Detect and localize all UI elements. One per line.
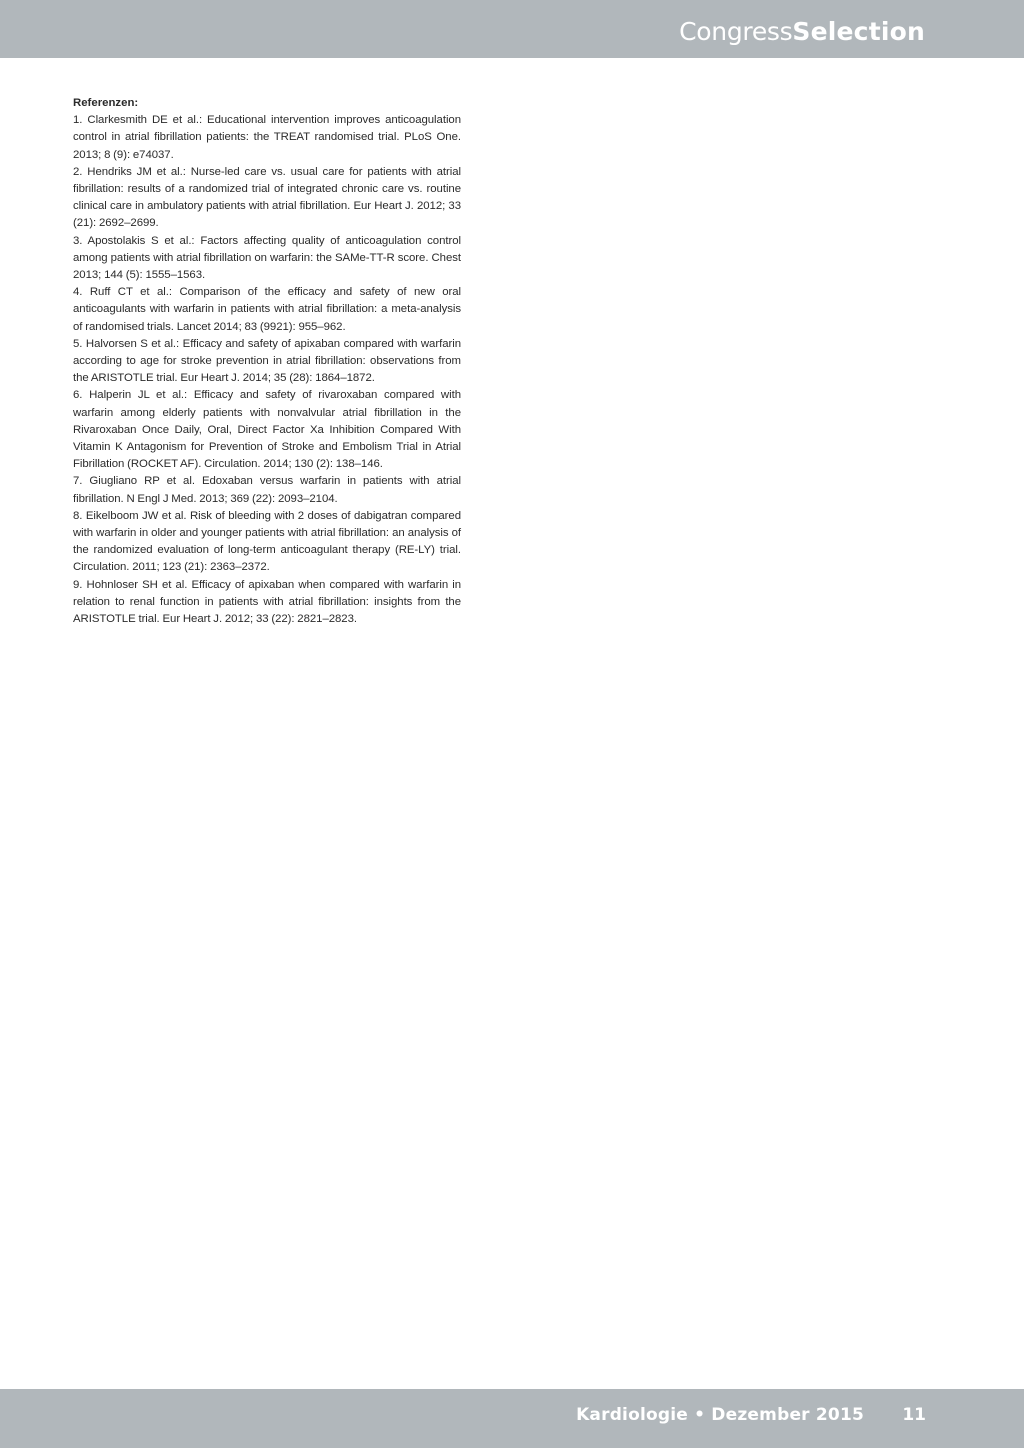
reference-item: 1. Clarkesmith DE et al.: Educational intervention improves anticoagulation control in atrial fibrillation patients: the TREAT randomised trial. PLoS One. 2013; 8 (9): e74037. [73,114,461,161]
brand-bold-text: Selection [792,17,925,46]
page-number: 11 [902,1405,926,1425]
reference-item: 4. Ruff CT et al.: Comparison of the efficacy and safety of new oral anticoagulants with warfarin in patients with atrial fibrillation: a meta-analysis of randomised trials. Lancet 2014; 83 (9921): 955–962. [73,286,461,333]
header-bar [0,0,1024,58]
reference-item: 8. Eikelboom JW et al. Risk of bleeding with 2 doses of dabigatran compared with warfarin in older and younger patients with atrial fibrillation: an analysis of the randomized evaluation of long-term anticoagulant therapy (RE-LY) trial. Circulation. 2011; 123 (21): 2363–2372. [73,509,461,574]
footer-bar [0,1389,1024,1448]
reference-item: 9. Hohnloser SH et al. Efficacy of apixaban when compared with warfarin in relation to renal function in patients with atrial fibrillation: insights from the ARISTOTLE trial. Eur Heart J. 2012; 33 (22): 2821–2823. [73,578,461,626]
reference-item: 2. Hendriks JM et al.: Nurse-led care vs. usual care for patients with atrial fibrillation: results of a randomized trial of integrated chronic care vs. routine clinical care in ambulatory patients with atrial fibrillation. Eur Heart J. 2012; 33 (21): 2692–2699. [73,165,461,230]
reference-item: 7. Giugliano RP et al. Edoxaban versus warfarin in patients with atrial fibrillation. N Engl J Med. 2013; 369 (22): 2093–2104. [73,475,461,505]
references-list [73,112,461,628]
journal-issue: Kardiologie • Dezember 2015 [576,1405,864,1425]
reference-item: 5. Halvorsen S et al.: Efficacy and safety of apixaban compared with warfarin according to age for stroke prevention in atrial fibrillation: observations from the ARISTOTLE trial. Eur Heart J. 2014; 35 (28): 1864–1872. [73,337,461,385]
reference-item: 3. Apostolakis S et al.: Factors affecting quality of anticoagulation control among patients with atrial fibrillation on warfarin: the SAMe-TT-R score. Chest 2013; 144 (5): 1555–1563. [73,234,461,282]
references-heading: Referenzen: [73,97,139,109]
reference-item: 6. Halperin JL et al.: Efficacy and safety of rivaroxaban compared with warfarin among elderly patients with nonvalvular atrial fibrillation in the Rivaroxaban Once Daily, Oral, Direct Factor Xa Inhibition Compared With Vitamin K Antagonism for Prevention of Stroke and Embolism Trial in Atrial Fibrillation (ROCKET AF). Circulation. 2014; 130 (2): 138–146. [73,389,461,471]
references-section [73,95,461,628]
brand-logo [679,17,925,47]
brand-light-text: Congress [679,17,793,46]
